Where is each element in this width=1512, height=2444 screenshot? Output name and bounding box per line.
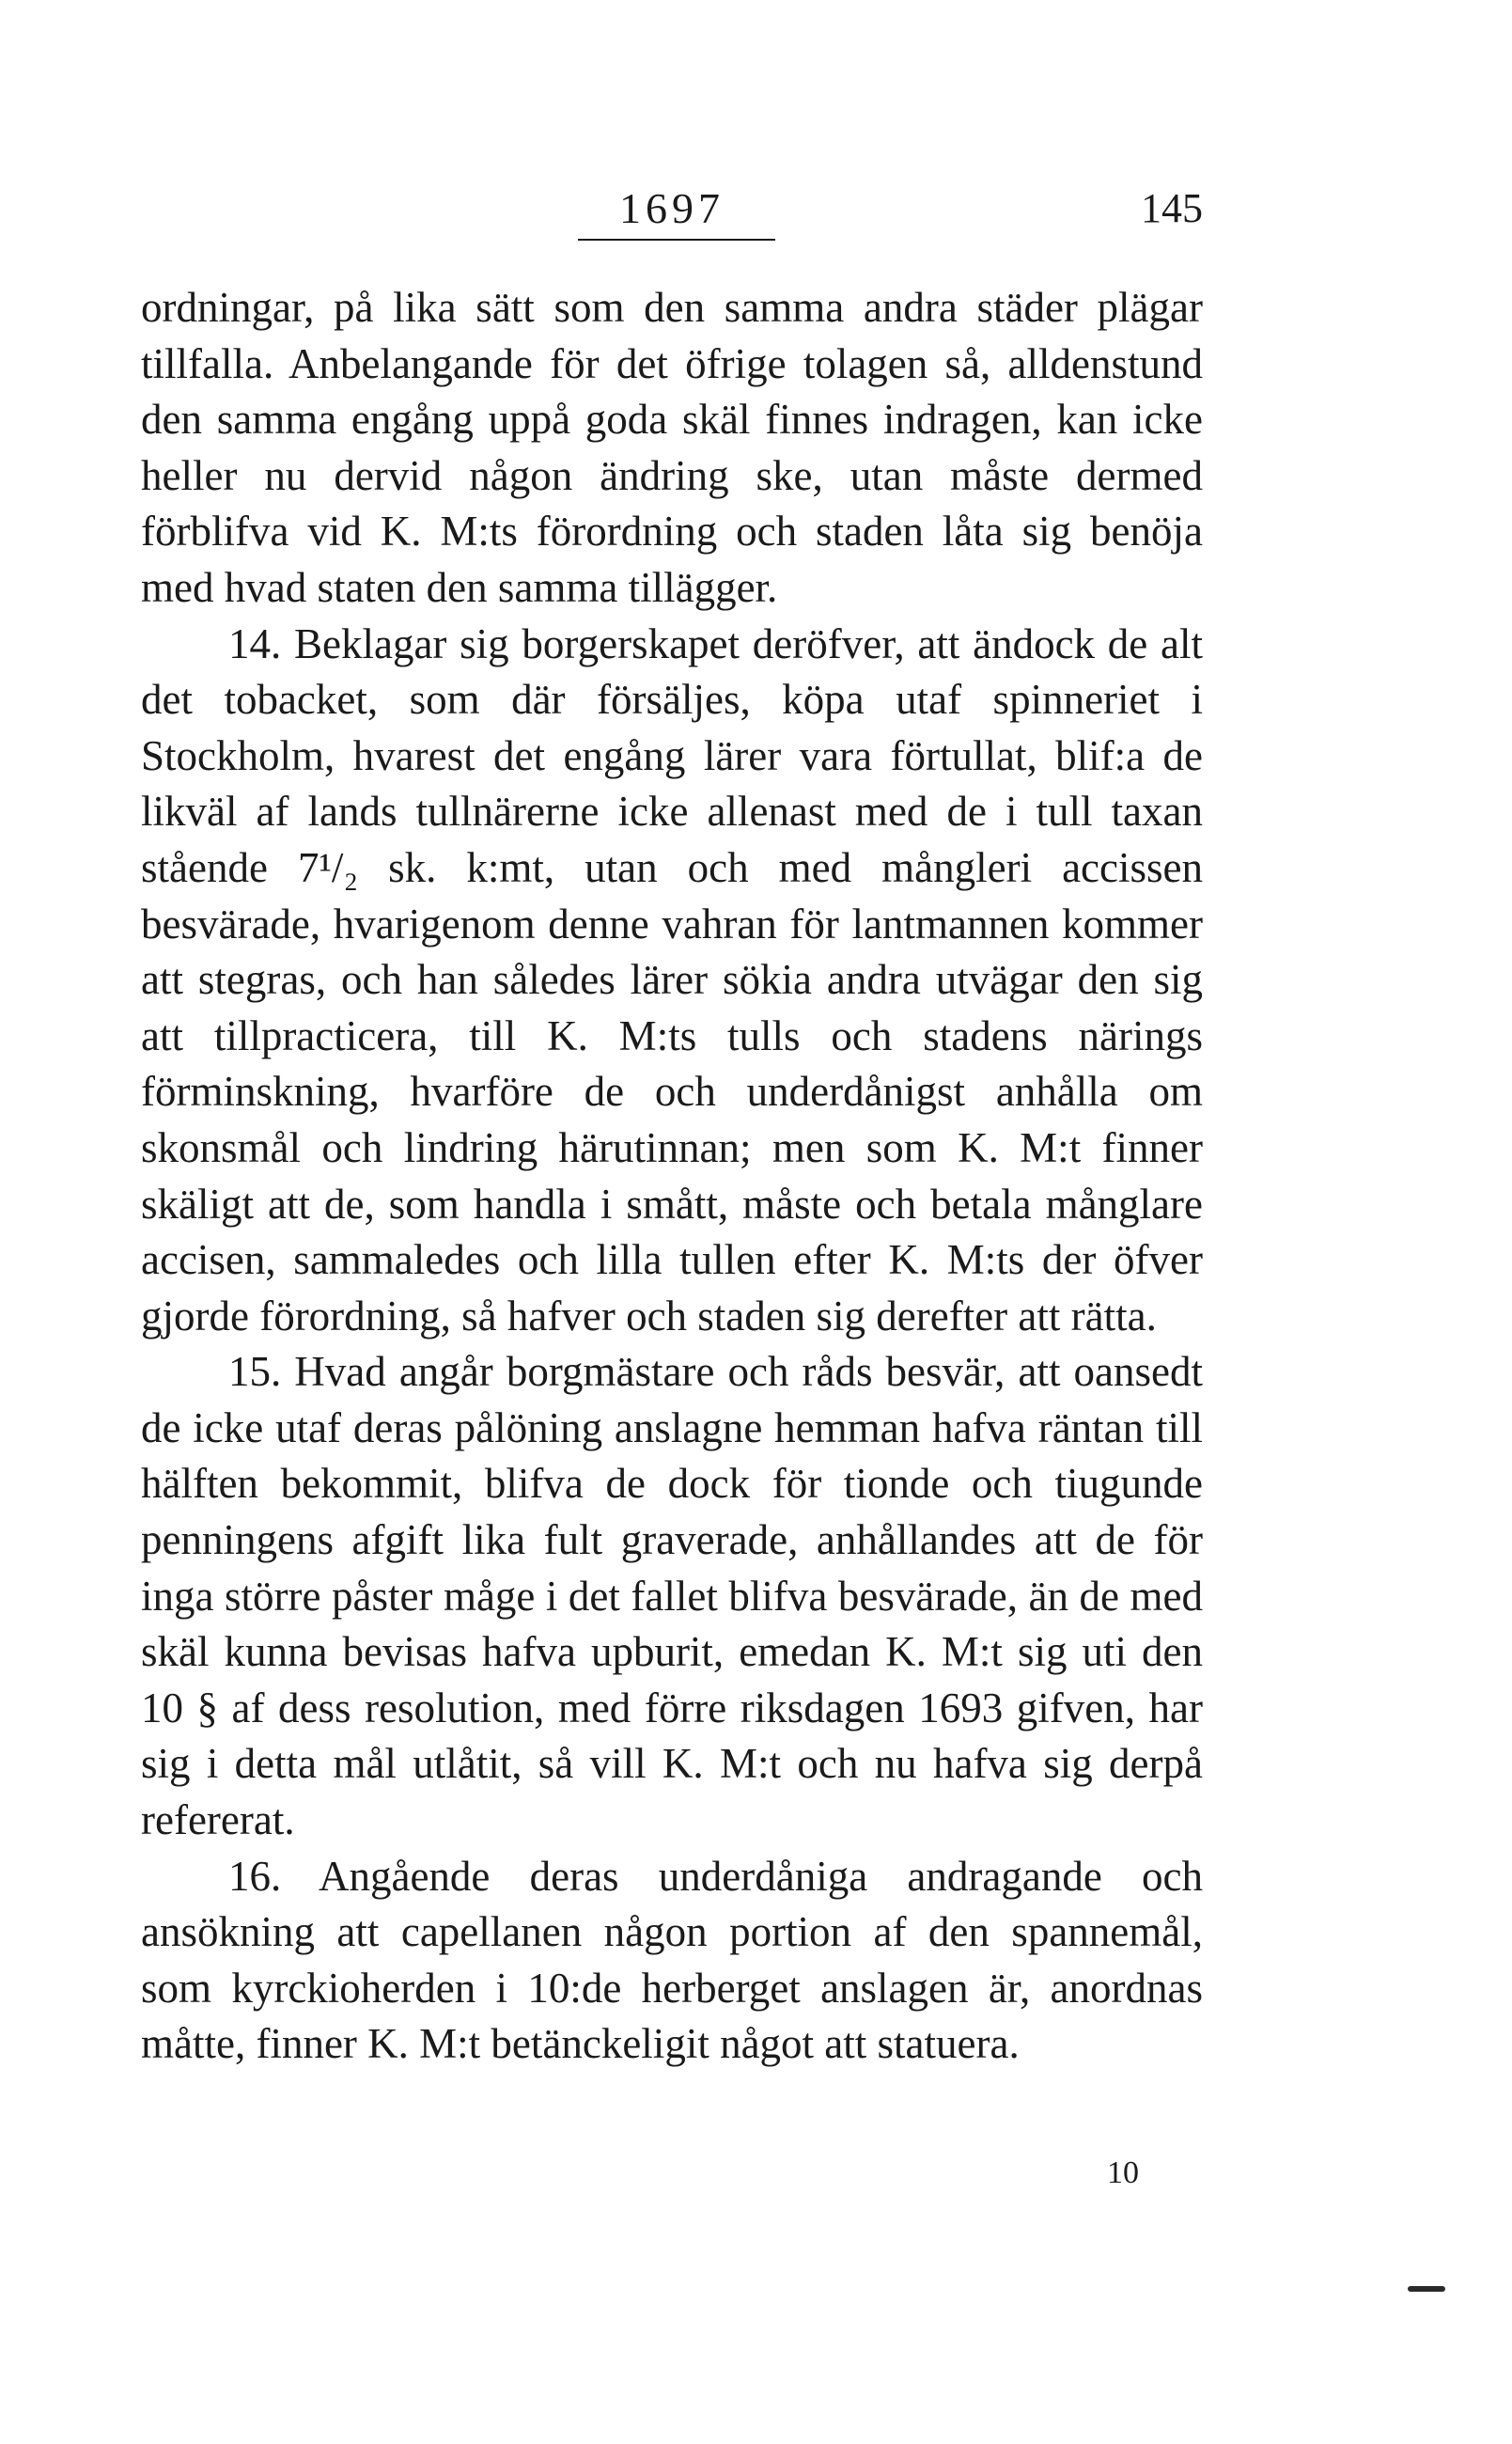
body-text: [141, 280, 1203, 2073]
paragraph-15: 15. Hvad angår borgmästare och råds besvär, att oansedt de icke utaf deras pålöning anslagne hemman hafva räntan till hälften bekommit, blifva de dock för tionde och tiugunde penningens afgift lika fult graverade, anhållandes att de för inga större påster måge i det fallet blifva besvärade, än de med skäl kunna bevisas hafva upburit, emedan K. M:t sig uti den 10 § af dess resolution, med förre riksdagen 1693 gifven, har sig i detta mål utlåtit, så vill K. M:t och nu hafva sig derpå refererat.: [141, 1348, 1203, 1844]
page-header: [141, 180, 1203, 246]
header-year: 1697: [619, 184, 725, 232]
paragraph-14: 14. Beklagar sig borgerskapet deröfver, att ändock de alt det tobacket, som där försäljes, köpa utaf spinneriet i Stockholm, hvarest det engång lärer vara förtullat, blif:a de likväl af lands tullnärerne icke allenast med de i tull taxan stående 7¹/₂ sk. k:mt, utan och med mångleri accissen besvärade, hvarigenom denne vahran för lantmannen kommer att stegras, och han således lärer sökia andra utvägar den sig att tillpracticera, till K. M:ts tulls och stadens närings förminskning, hvarföre de och underdånigst anhålla om skonsmål och lindring härutinnan; men som K. M:t finner skäligt att de, som handla i smått, måste och betala månglare accisen, sammaledes och lilla tullen efter K. M:ts der öfver gjorde förordning, så hafver och staden sig derefter att rätta.: [141, 619, 1203, 1340]
scan-edge-mark: [1408, 2286, 1445, 2292]
paragraph-16: 16. Angående deras underdåniga andragande och ansökning att capellanen någon portion af den spannemål, som kyrckioherden i 10:de herberget anslagen är, anordnas måtte, finner K. M:t betänckeligit något att statuera.: [141, 1852, 1203, 2068]
paragraph-continuation: ordningar, på lika sätt som den samma andra städer plägar tillfalla. Anbelangande för det öfrige tolagen så, alldenstund den samma engång uppå goda skäl finnes indragen, kan icke heller nu dervid någon ändring ske, utan måste dermed förblifva vid K. M:ts förordning och staden låta sig benöja med hvad staten den samma tillägger.: [141, 284, 1203, 611]
page-number: 145: [1141, 185, 1203, 231]
signature-mark: 10: [1107, 2155, 1139, 2190]
header-underline: [578, 239, 775, 241]
